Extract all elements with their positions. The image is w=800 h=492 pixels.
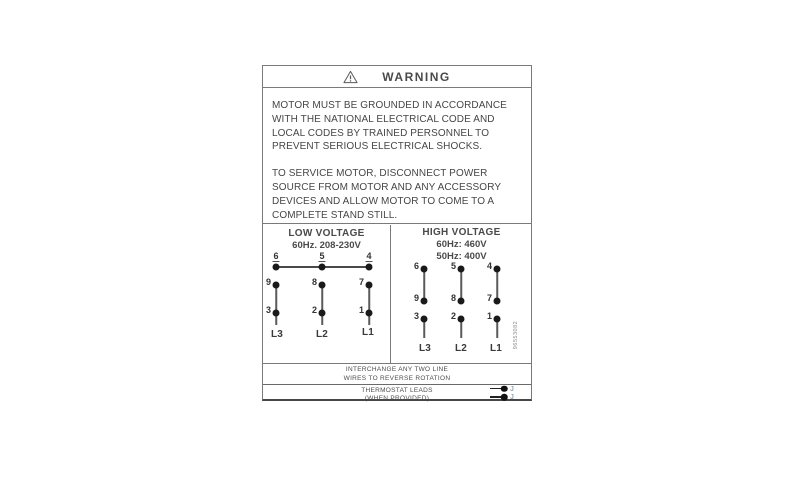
terminal-dot-5 — [319, 264, 326, 271]
terminal-dot-6 — [421, 266, 428, 273]
terminal-dot-7 — [494, 298, 501, 305]
thermostat-leads-row — [263, 384, 531, 402]
terminal-dot-6 — [273, 264, 280, 271]
terminal-number-5: 5 — [450, 261, 456, 271]
high-voltage-panel — [392, 225, 531, 363]
terminal-number-3: 3 — [265, 305, 271, 315]
terminal-number-8: 8 — [311, 277, 317, 287]
terminal-dot-2 — [319, 310, 326, 317]
terminal-dot-1 — [366, 310, 373, 317]
terminal-number-5: 5 — [319, 251, 325, 261]
terminal-number-9: 9 — [265, 277, 271, 287]
thermostat-note-line1: THERMOSTAT LEADS — [361, 386, 433, 394]
part-number: 96553082 — [513, 320, 519, 350]
lead-line-7-1 — [368, 285, 370, 325]
terminal-number-4: 4 — [366, 251, 372, 261]
terminal-dot-4 — [366, 264, 373, 271]
thermostat-note-line2: (WHEN PROVIDED) — [364, 394, 430, 402]
terminal-dot-8 — [458, 298, 465, 305]
jumper-line-5-8 — [460, 269, 462, 301]
terminal-number-8: 8 — [450, 293, 456, 303]
lead-line-9-3 — [275, 285, 277, 325]
rotation-note-line1: INTERCHANGE ANY TWO LINE — [345, 366, 449, 373]
motor-wiring-warning-label — [262, 65, 532, 401]
terminal-dot-3 — [421, 316, 428, 323]
low-voltage-title: LOW VOLTAGE — [288, 228, 365, 239]
grounding-notice: MOTOR MUST BE GROUNDED IN ACCORDANCE WITH THE NATIONAL ELECTRICAL CODE AND LOCAL CODES BY TRAINED PERSONNEL TO PREVENT SERIOUS ELECTRICAL SHOCKS. — [272, 100, 507, 153]
line-label-l3: L3 — [418, 343, 432, 354]
terminal-number-2: 2 — [311, 305, 317, 315]
warning-header — [263, 66, 531, 88]
terminal-number-6: 6 — [273, 251, 279, 261]
line-label-l2: L2 — [454, 343, 468, 354]
line-label-l3: L3 — [270, 329, 284, 340]
terminal-number-1: 1 — [486, 311, 492, 321]
terminal-number-6: 6 — [413, 261, 419, 271]
warning-title: WARNING — [382, 69, 451, 84]
terminal-dot-3 — [273, 310, 280, 317]
terminal-number-7: 7 — [358, 277, 364, 287]
high-voltage-subtitle-50hz: 50Hz: 400V — [436, 251, 487, 262]
warning-triangle-icon — [343, 70, 358, 84]
terminal-dot-4 — [494, 266, 501, 273]
service-notice: TO SERVICE MOTOR, DISCONNECT POWER SOURCE FROM MOTOR AND ANY ACCESSORY DEVICES AND ALLOW MOTOR TO COME TO A COMPLETE STAND STILL. — [272, 168, 501, 221]
terminal-dot-9 — [421, 298, 428, 305]
line-label-l1: L1 — [361, 327, 375, 338]
high-voltage-title: HIGH VOLTAGE — [422, 227, 501, 238]
terminal-dot-5 — [458, 266, 465, 273]
jumper-line-4-7 — [496, 269, 498, 301]
wiring-diagrams-section — [263, 223, 531, 363]
jumper-line-6-9 — [423, 269, 425, 301]
rotation-note-row — [263, 363, 531, 384]
low-voltage-panel — [263, 225, 391, 363]
line-label-l1: L1 — [489, 343, 503, 354]
thermostat-lead-dot-1 — [501, 385, 508, 392]
line-label-l2: L2 — [315, 329, 329, 340]
high-voltage-subtitle-60hz: 60Hz: 460V — [436, 239, 487, 250]
low-voltage-subtitle: 60Hz. 208-230V — [292, 240, 361, 251]
thermostat-lead-label-2: J — [510, 394, 514, 401]
terminal-number-2: 2 — [450, 311, 456, 321]
terminal-dot-8 — [319, 282, 326, 289]
thermostat-lead-dot-2 — [501, 394, 508, 401]
lead-line-8-2 — [321, 285, 323, 325]
terminal-number-7: 7 — [486, 293, 492, 303]
terminal-dot-2 — [458, 316, 465, 323]
terminal-dot-9 — [273, 282, 280, 289]
warning-text-section — [263, 89, 531, 223]
terminal-number-4: 4 — [486, 261, 492, 271]
thermostat-lead-label-1: J — [510, 385, 514, 393]
terminal-dot-7 — [366, 282, 373, 289]
terminal-number-1: 1 — [358, 305, 364, 315]
terminal-number-9: 9 — [413, 293, 419, 303]
terminal-number-3: 3 — [413, 311, 419, 321]
terminal-dot-1 — [494, 316, 501, 323]
rotation-note-line2: WIRES TO REVERSE ROTATION — [343, 375, 451, 382]
